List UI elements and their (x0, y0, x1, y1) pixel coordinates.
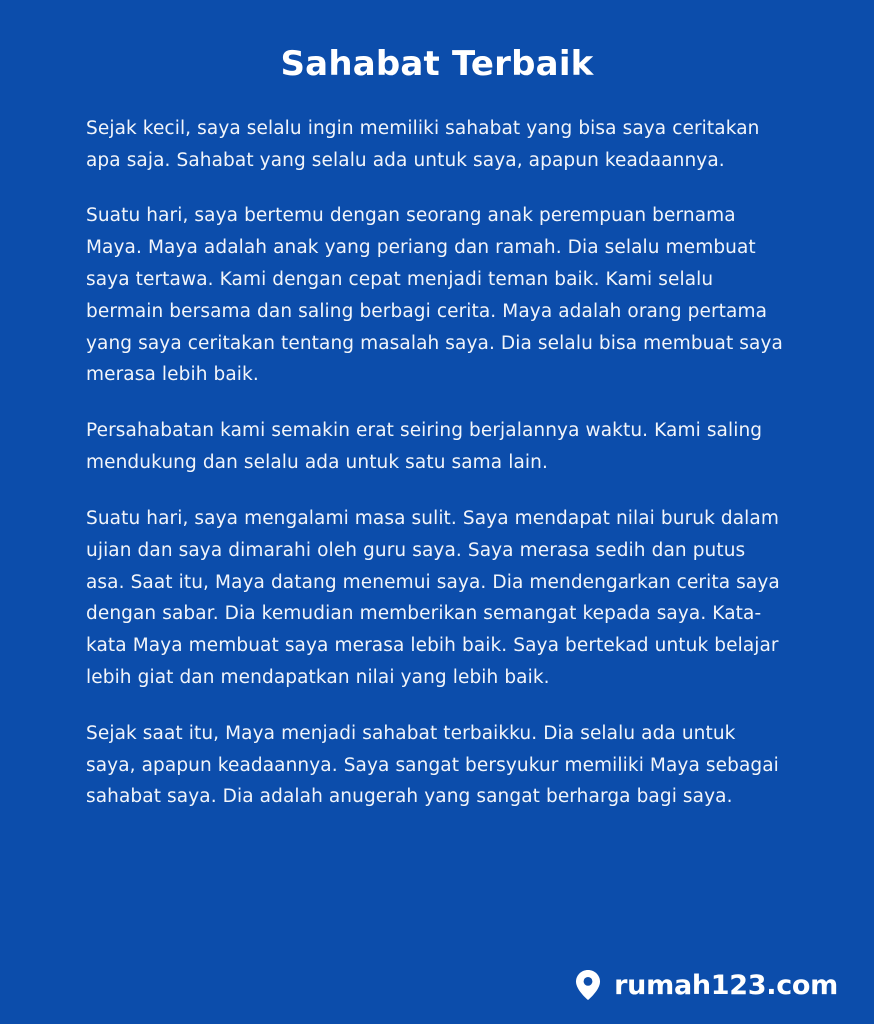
brand-name: rumah123.com (614, 969, 838, 1001)
paragraph: Suatu hari, saya mengalami masa sulit. Saya mendapat nilai buruk dalam ujian dan saya dimarahi oleh guru saya. Saya merasa sedih dan putus asa. Saat itu, Maya datang menemui saya. Dia mendengarkan cerita saya dengan sabar. Dia kemudian memberikan semangat kepada saya. Kata-kata Maya membuat saya merasa lebih baik. Saya bertekad untuk belajar lebih giat dan mendapatkan nilai yang lebih baik. (86, 507, 780, 688)
page-title: Sahabat Terbaik (280, 44, 594, 84)
paragraph: Sejak saat itu, Maya menjadi sahabat terbaikku. Dia selalu ada untuk saya, apapun keadaannya. Saya sangat bersyukur memiliki Maya sebagai sahabat saya. Dia adalah anugerah yang sangat berharga bagi saya. (86, 722, 779, 808)
paragraph: Sejak kecil, saya selalu ingin memiliki sahabat yang bisa saya ceritakan apa saja. Sahabat yang selalu ada untuk saya, apapun keadaannya. (86, 117, 760, 171)
paragraph: Suatu hari, saya bertemu dengan seorang anak perempuan bernama Maya. Maya adalah anak yang periang dan ramah. Dia selalu membuat saya tertawa. Kami dengan cepat menjadi teman baik. Kami selalu bermain bersama dan saling berbagi cerita. Maya adalah orang pertama yang saya ceritakan tentang masalah saya. Dia selalu bisa membuat saya merasa lebih baik. (86, 205, 783, 386)
paragraph: Persahabatan kami semakin erat seiring berjalannya waktu. Kami saling mendukung dan selalu ada untuk satu sama lain. (86, 420, 763, 474)
article-body (86, 113, 788, 813)
location-pin-icon (571, 968, 605, 1002)
brand-footer (571, 968, 838, 1002)
